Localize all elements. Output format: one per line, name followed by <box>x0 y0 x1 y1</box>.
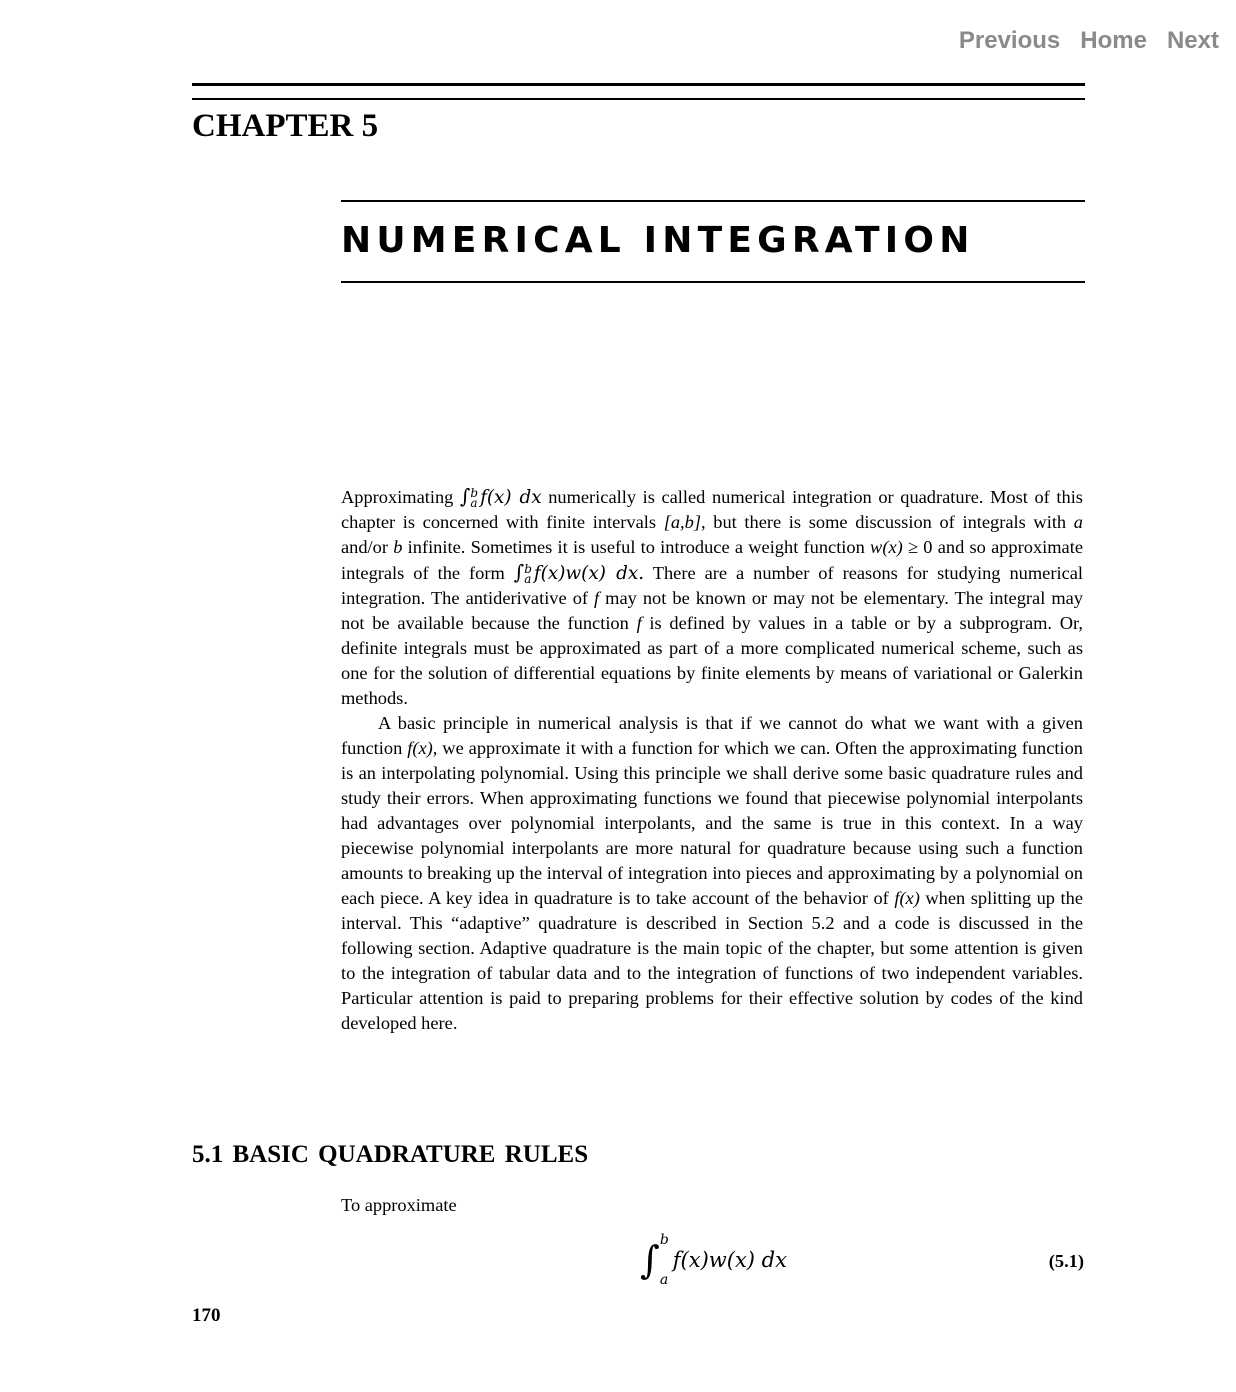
interval-notation: [a,b], <box>663 512 706 532</box>
title-rule-bottom <box>341 281 1085 283</box>
integrand: f(x)w(x) dx <box>672 1248 787 1272</box>
upper-limit: b <box>470 486 479 500</box>
previous-link[interactable]: Previous <box>958 27 1061 54</box>
text-run: Approximating <box>341 487 454 507</box>
upper-limit: b <box>524 562 532 576</box>
integral-limits <box>470 488 478 508</box>
text-run: when splitting up the interval. This “adaptive” quadrature is described in Section 5.2 and a code is discussed in the following section. Adaptive quadrature is the main topic of the chapter, but some attention is given to the integration of tabular data and to the integration of functions of two independent variables. Particular attention is paid to preparing problems for their effective solution by codes of the kind developed here. <box>341 888 1083 1033</box>
function-fx: f(x), <box>407 738 438 758</box>
text-run: and/or <box>341 537 394 557</box>
upper-limit: b <box>659 1232 669 1248</box>
definite-integral-formula <box>459 484 542 510</box>
text-run: There are a number of reasons for studying numerical integration. The antiderivative of <box>341 563 1084 608</box>
top-rule-thin <box>192 98 1085 100</box>
chapter-introduction <box>341 484 1083 1036</box>
variable-a: a <box>1073 512 1083 532</box>
text-run: A basic principle in numerical analysis is that if we cannot do what we want with a given function <box>341 713 1083 758</box>
integrand: f(x)w(x) dx. <box>533 563 645 584</box>
title-rule-top <box>341 200 1085 202</box>
text-run: numerically is called numerical integration or quadrature. Most of this chapter is concerned with finite intervals <box>341 487 1083 532</box>
integral-limits <box>660 1232 669 1288</box>
weight-function: w(x) <box>870 537 903 557</box>
text-run: is defined by values in a table or by a subprogram. Or, definite integrals must be approximated as part of a more complicated numerical scheme, such as one for the solution of differential equations by finite elements by means of variational or Galerkin methods. <box>341 613 1083 708</box>
text-run: 0 and so approximate integrals of the form <box>341 537 1083 583</box>
chapter-label: CHAPTER 5 <box>192 108 379 144</box>
home-link[interactable]: Home <box>1080 27 1147 54</box>
integral-sign-icon: ∫ <box>513 560 525 584</box>
weighted-integral-formula <box>513 560 645 586</box>
intro-paragraph-2 <box>341 711 1083 1036</box>
lower-limit: a <box>524 572 532 586</box>
section-heading: 5.1 BASIC QUADRATURE RULES <box>192 1141 589 1168</box>
variable-f: f <box>636 613 642 633</box>
navigation-bar <box>959 26 1219 56</box>
variable-f: f <box>594 588 600 608</box>
integral-sign-icon: ∫ <box>640 1238 660 1282</box>
intro-paragraph-1 <box>341 484 1083 711</box>
variable-b: b <box>393 537 403 557</box>
integrand: f(x) dx <box>480 487 542 508</box>
lower-limit: a <box>659 1272 669 1288</box>
display-equation <box>640 1232 787 1288</box>
text-run: infinite. Sometimes it is useful to introduce a weight function <box>402 537 871 557</box>
geq-symbol: ≥ <box>907 537 919 557</box>
integral-sign-icon: ∫ <box>459 484 471 508</box>
top-rule-thick <box>192 83 1085 86</box>
equation-number: (5.1) <box>1048 1251 1084 1271</box>
integral-limits <box>524 564 532 584</box>
page-number: 170 <box>192 1305 221 1326</box>
function-fx: f(x) <box>894 888 920 908</box>
text-run: but there is some discussion of integrals with <box>705 512 1074 532</box>
section-lead-text: To approximate <box>341 1195 457 1215</box>
text-run: we approximate it with a function for which we can. Often the approximating function is an interpolating polynomial. Using this principle we shall derive some basic quadrature rules and study their errors. When approximating functions we found that piecewise polynomial interpolants had advantages over polynomial interpolants, and the same is true in this context. In a way piecewise polynomial interpolants are more natural for quadrature because using such a function amounts to breaking up the interval of integration into pieces and approximating by a polynomial on each piece. A key idea in quadrature is to take account of the behavior of <box>341 738 1083 908</box>
next-link[interactable]: Next <box>1166 27 1219 54</box>
chapter-title: NUMERICAL INTEGRATION <box>341 220 975 261</box>
text-run: may not be known or may not be elementary. The integral may not be available because the function <box>341 588 1083 633</box>
lower-limit: a <box>470 496 478 510</box>
